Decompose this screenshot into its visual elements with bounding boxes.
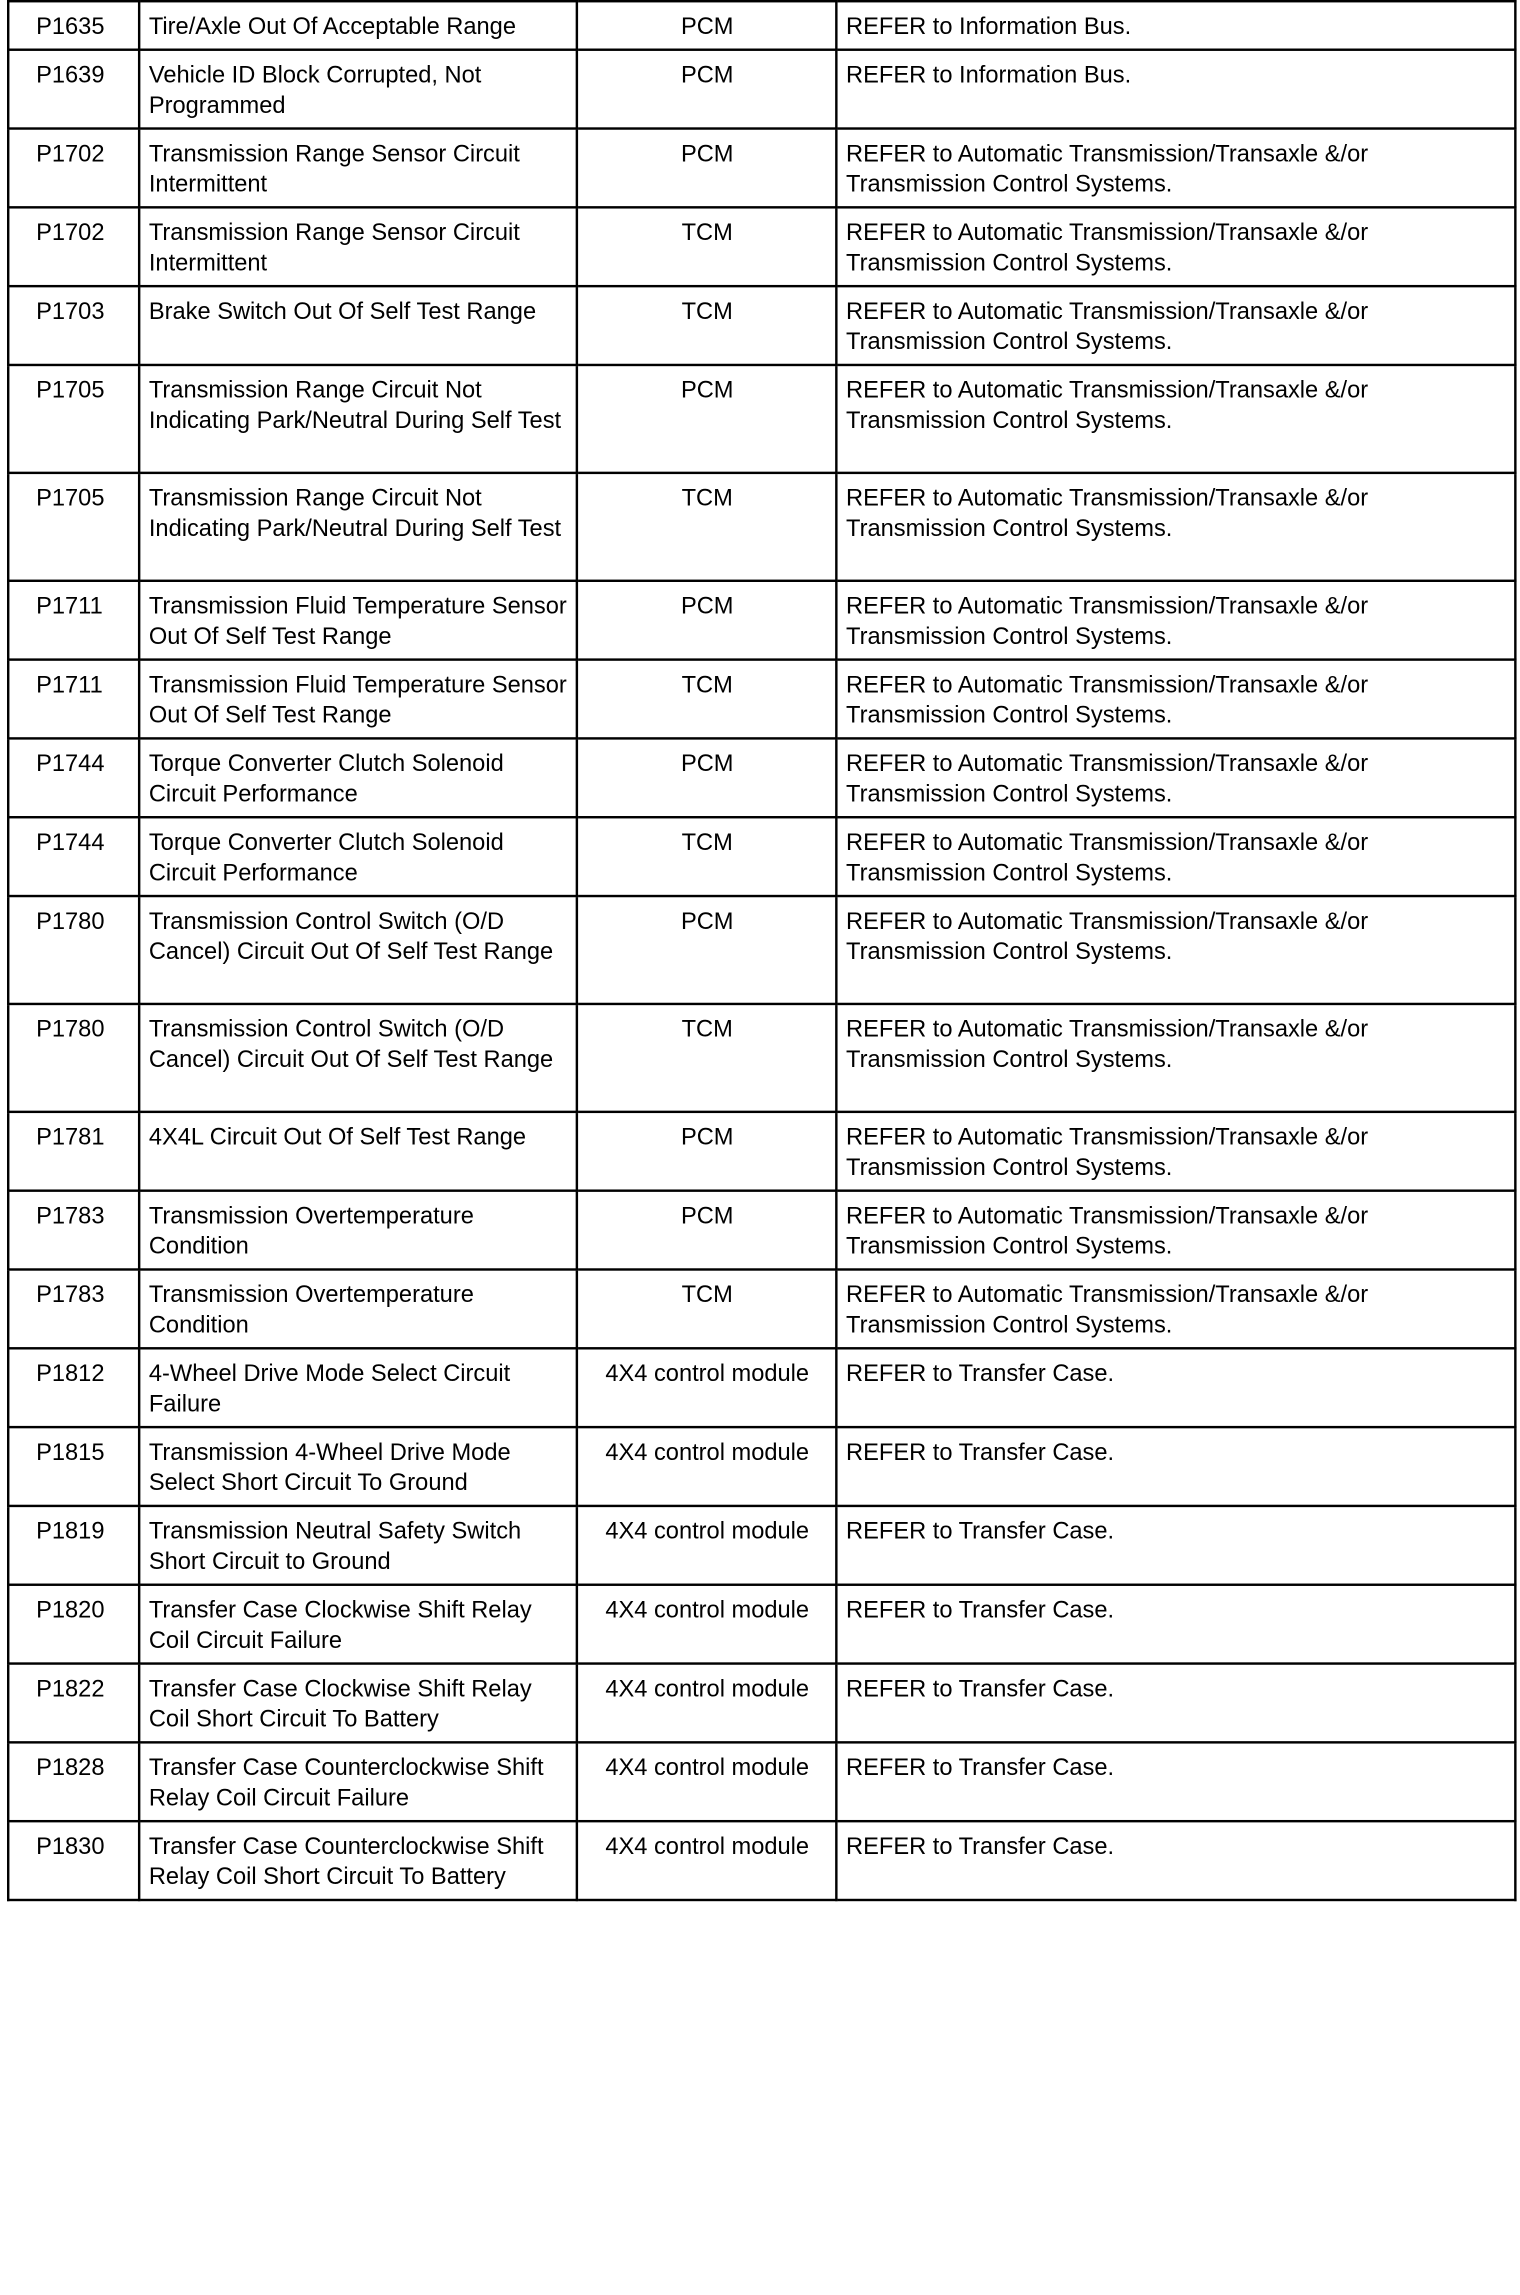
dtc-module-cell: 4X4 control module — [577, 1821, 836, 1900]
dtc-code-cell: P1812 — [8, 1348, 139, 1427]
table-row — [8, 1506, 1515, 1585]
dtc-action-cell: REFER to Transfer Case. — [836, 1348, 1515, 1427]
dtc-action-cell: REFER to Automatic Transmission/Transaxle &/or Transmission Control Systems. — [836, 1112, 1515, 1191]
table-row — [8, 1348, 1515, 1427]
dtc-module-cell: PCM — [577, 1191, 836, 1270]
dtc-description-cell: Torque Converter Clutch Solenoid Circuit Performance — [139, 738, 577, 817]
dtc-action-cell: REFER to Automatic Transmission/Transaxle &/or Transmission Control Systems. — [836, 738, 1515, 817]
dtc-action-cell: REFER to Automatic Transmission/Transaxle &/or Transmission Control Systems. — [836, 1269, 1515, 1348]
dtc-code-cell: P1705 — [8, 365, 139, 473]
dtc-code-cell: P1639 — [8, 50, 139, 129]
dtc-description-cell: Transmission Range Circuit Not Indicating Park/Neutral During Self Test — [139, 365, 577, 473]
dtc-description-cell: Transmission Fluid Temperature Sensor Out Of Self Test Range — [139, 581, 577, 660]
dtc-action-cell: REFER to Automatic Transmission/Transaxle &/or Transmission Control Systems. — [836, 581, 1515, 660]
table-row — [8, 817, 1515, 896]
dtc-module-cell: 4X4 control module — [577, 1742, 836, 1821]
dtc-action-cell: REFER to Automatic Transmission/Transaxle &/or Transmission Control Systems. — [836, 286, 1515, 365]
dtc-description-cell: Transfer Case Counterclockwise Shift Relay Coil Circuit Failure — [139, 1742, 577, 1821]
dtc-action-cell: REFER to Information Bus. — [836, 50, 1515, 129]
dtc-action-cell: REFER to Automatic Transmission/Transaxle &/or Transmission Control Systems. — [836, 473, 1515, 581]
dtc-module-cell: TCM — [577, 1269, 836, 1348]
dtc-description-cell: Tire/Axle Out Of Acceptable Range — [139, 1, 577, 49]
dtc-module-cell: 4X4 control module — [577, 1506, 836, 1585]
dtc-action-cell: REFER to Automatic Transmission/Transaxle &/or Transmission Control Systems. — [836, 660, 1515, 739]
table-row — [8, 1191, 1515, 1270]
dtc-description-cell: Vehicle ID Block Corrupted, Not Programmed — [139, 50, 577, 129]
dtc-code-cell: P1780 — [8, 1004, 139, 1112]
dtc-action-cell: REFER to Transfer Case. — [836, 1742, 1515, 1821]
dtc-module-cell: 4X4 control module — [577, 1427, 836, 1506]
dtc-module-cell: TCM — [577, 817, 836, 896]
dtc-code-cell: P1711 — [8, 660, 139, 739]
table-row — [8, 896, 1515, 1004]
dtc-code-cell: P1820 — [8, 1585, 139, 1664]
dtc-module-cell: PCM — [577, 1, 836, 49]
dtc-code-cell: P1635 — [8, 1, 139, 49]
table-row — [8, 660, 1515, 739]
dtc-description-cell: Transmission Range Sensor Circuit Intermittent — [139, 207, 577, 286]
dtc-code-cell: P1828 — [8, 1742, 139, 1821]
dtc-module-cell: PCM — [577, 581, 836, 660]
dtc-code-cell: P1780 — [8, 896, 139, 1004]
table-row — [8, 581, 1515, 660]
dtc-action-cell: REFER to Transfer Case. — [836, 1506, 1515, 1585]
dtc-description-cell: Transfer Case Clockwise Shift Relay Coil Circuit Failure — [139, 1585, 577, 1664]
dtc-description-cell: Transmission Fluid Temperature Sensor Out Of Self Test Range — [139, 660, 577, 739]
dtc-description-cell: Transmission Overtemperature Condition — [139, 1191, 577, 1270]
dtc-action-cell: REFER to Transfer Case. — [836, 1585, 1515, 1664]
dtc-code-cell: P1744 — [8, 817, 139, 896]
dtc-action-cell: REFER to Automatic Transmission/Transaxle &/or Transmission Control Systems. — [836, 365, 1515, 473]
dtc-module-cell: TCM — [577, 286, 836, 365]
dtc-code-cell: P1822 — [8, 1664, 139, 1743]
dtc-code-cell: P1783 — [8, 1269, 139, 1348]
table-row — [8, 50, 1515, 129]
dtc-module-cell: PCM — [577, 129, 836, 208]
dtc-module-cell: PCM — [577, 365, 836, 473]
dtc-code-cell: P1781 — [8, 1112, 139, 1191]
dtc-description-cell: Transmission Control Switch (O/D Cancel) Circuit Out Of Self Test Range — [139, 896, 577, 1004]
dtc-code-cell: P1702 — [8, 129, 139, 208]
table-row — [8, 207, 1515, 286]
table-row — [8, 1585, 1515, 1664]
dtc-description-cell: Torque Converter Clutch Solenoid Circuit Performance — [139, 817, 577, 896]
dtc-module-cell: TCM — [577, 473, 836, 581]
table-row — [8, 738, 1515, 817]
dtc-description-cell: 4-Wheel Drive Mode Select Circuit Failure — [139, 1348, 577, 1427]
document-page — [7, 0, 1520, 2295]
table-row — [8, 1269, 1515, 1348]
dtc-code-cell: P1705 — [8, 473, 139, 581]
dtc-description-cell: Transmission Range Sensor Circuit Intermittent — [139, 129, 577, 208]
dtc-module-cell: 4X4 control module — [577, 1585, 836, 1664]
dtc-action-cell: REFER to Automatic Transmission/Transaxle &/or Transmission Control Systems. — [836, 129, 1515, 208]
table-row — [8, 473, 1515, 581]
table-row — [8, 129, 1515, 208]
dtc-description-cell: Transmission Overtemperature Condition — [139, 1269, 577, 1348]
dtc-table — [7, 0, 1517, 1901]
table-row — [8, 1, 1515, 49]
table-row — [8, 1742, 1515, 1821]
table-row — [8, 286, 1515, 365]
dtc-module-cell: PCM — [577, 1112, 836, 1191]
dtc-code-cell: P1819 — [8, 1506, 139, 1585]
dtc-module-cell: 4X4 control module — [577, 1348, 836, 1427]
dtc-action-cell: REFER to Automatic Transmission/Transaxle &/or Transmission Control Systems. — [836, 817, 1515, 896]
dtc-code-cell: P1815 — [8, 1427, 139, 1506]
dtc-code-cell: P1744 — [8, 738, 139, 817]
dtc-description-cell: 4X4L Circuit Out Of Self Test Range — [139, 1112, 577, 1191]
dtc-code-cell: P1702 — [8, 207, 139, 286]
dtc-module-cell: PCM — [577, 50, 836, 129]
dtc-table-body — [8, 1, 1515, 1900]
table-row — [8, 1664, 1515, 1743]
dtc-action-cell: REFER to Transfer Case. — [836, 1427, 1515, 1506]
table-row — [8, 1821, 1515, 1900]
dtc-module-cell: 4X4 control module — [577, 1664, 836, 1743]
dtc-description-cell: Transfer Case Clockwise Shift Relay Coil Short Circuit To Battery — [139, 1664, 577, 1743]
dtc-action-cell: REFER to Transfer Case. — [836, 1821, 1515, 1900]
dtc-description-cell: Transfer Case Counterclockwise Shift Relay Coil Short Circuit To Battery — [139, 1821, 577, 1900]
dtc-action-cell: REFER to Automatic Transmission/Transaxle &/or Transmission Control Systems. — [836, 207, 1515, 286]
dtc-module-cell: PCM — [577, 738, 836, 817]
dtc-action-cell: REFER to Automatic Transmission/Transaxle &/or Transmission Control Systems. — [836, 896, 1515, 1004]
dtc-description-cell: Transmission Neutral Safety Switch Short Circuit to Ground — [139, 1506, 577, 1585]
dtc-module-cell: PCM — [577, 896, 836, 1004]
dtc-code-cell: P1711 — [8, 581, 139, 660]
dtc-action-cell: REFER to Information Bus. — [836, 1, 1515, 49]
dtc-action-cell: REFER to Automatic Transmission/Transaxle &/or Transmission Control Systems. — [836, 1191, 1515, 1270]
dtc-description-cell: Transmission Control Switch (O/D Cancel) Circuit Out Of Self Test Range — [139, 1004, 577, 1112]
dtc-code-cell: P1830 — [8, 1821, 139, 1900]
dtc-module-cell: TCM — [577, 1004, 836, 1112]
dtc-module-cell: TCM — [577, 660, 836, 739]
table-row — [8, 1427, 1515, 1506]
dtc-module-cell: TCM — [577, 207, 836, 286]
dtc-description-cell: Transmission 4-Wheel Drive Mode Select Short Circuit To Ground — [139, 1427, 577, 1506]
dtc-description-cell: Transmission Range Circuit Not Indicating Park/Neutral During Self Test — [139, 473, 577, 581]
table-row — [8, 1004, 1515, 1112]
dtc-code-cell: P1703 — [8, 286, 139, 365]
table-row — [8, 1112, 1515, 1191]
dtc-action-cell: REFER to Automatic Transmission/Transaxle &/or Transmission Control Systems. — [836, 1004, 1515, 1112]
dtc-action-cell: REFER to Transfer Case. — [836, 1664, 1515, 1743]
table-row — [8, 365, 1515, 473]
dtc-code-cell: P1783 — [8, 1191, 139, 1270]
dtc-description-cell: Brake Switch Out Of Self Test Range — [139, 286, 577, 365]
